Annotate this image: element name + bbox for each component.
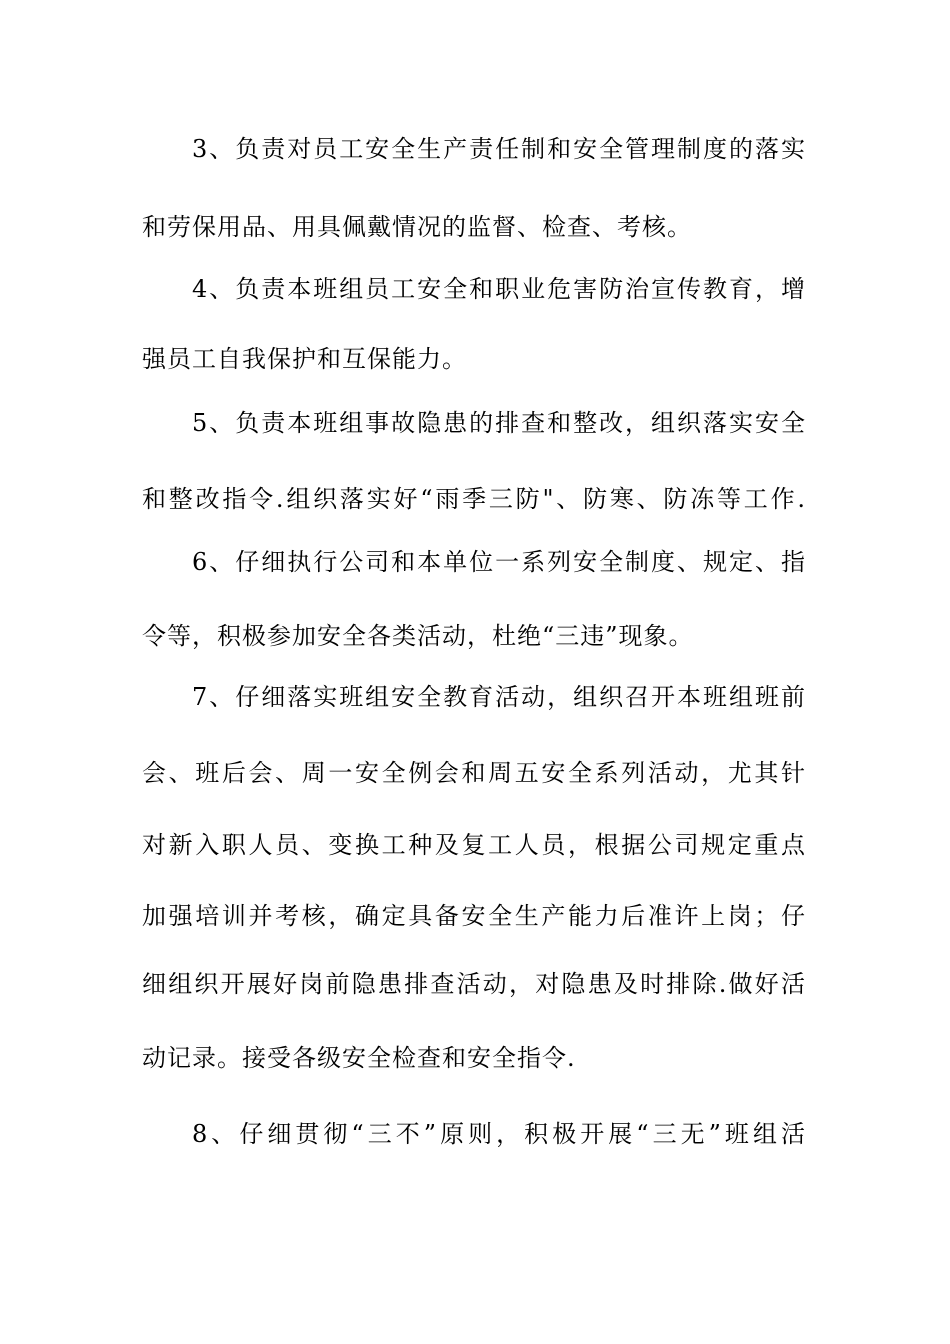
paragraph-3-line-2: 和劳保用品、用具佩戴情况的监督、检查、考核。	[142, 213, 692, 241]
paragraph-4-line-1: 4、负责本班组员工安全和职业危害防治宣传教育，增	[192, 275, 806, 303]
paragraph-6-line-2: 令等，积极参加安全各类活动，杜绝“三违”现象。	[142, 622, 694, 650]
paragraph-7-line-4: 加强培训并考核，确定具备安全生产能力后准许上岗；仔	[142, 902, 806, 930]
paragraph-7-line-3: 对新入职人员、变换工种及复工人员，根据公司规定重点	[142, 831, 806, 859]
paragraph-7-line-2: 会、班后会、周一安全例会和周五安全系列活动，尤其针	[142, 759, 806, 787]
paragraph-7-line-5: 细组织开展好岗前隐患排查活动，对隐患及时排除.做好活	[142, 970, 806, 998]
paragraph-5-line-2: 和整改指令.组织落实好“雨季三防"、防寒、防冻等工作.	[142, 485, 806, 513]
paragraph-7-line-6: 动记录。接受各级安全检查和安全指令.	[142, 1044, 576, 1072]
paragraph-4-line-2: 强员工自我保护和互保能力。	[142, 345, 467, 373]
paragraph-3-line-1: 3、负责对员工安全生产责任制和安全管理制度的落实	[192, 135, 806, 163]
paragraph-8-line-1: 8、仔细贯彻“三不”原则，积极开展“三无”班组活	[192, 1120, 806, 1148]
paragraph-7-line-1: 7、仔细落实班组安全教育活动，组织召开本班组班前	[192, 683, 806, 711]
paragraph-6-line-1: 6、仔细执行公司和本单位一系列安全制度、规定、指	[192, 548, 806, 576]
paragraph-5-line-1: 5、负责本班组事故隐患的排查和整改，组织落实安全	[192, 409, 806, 437]
